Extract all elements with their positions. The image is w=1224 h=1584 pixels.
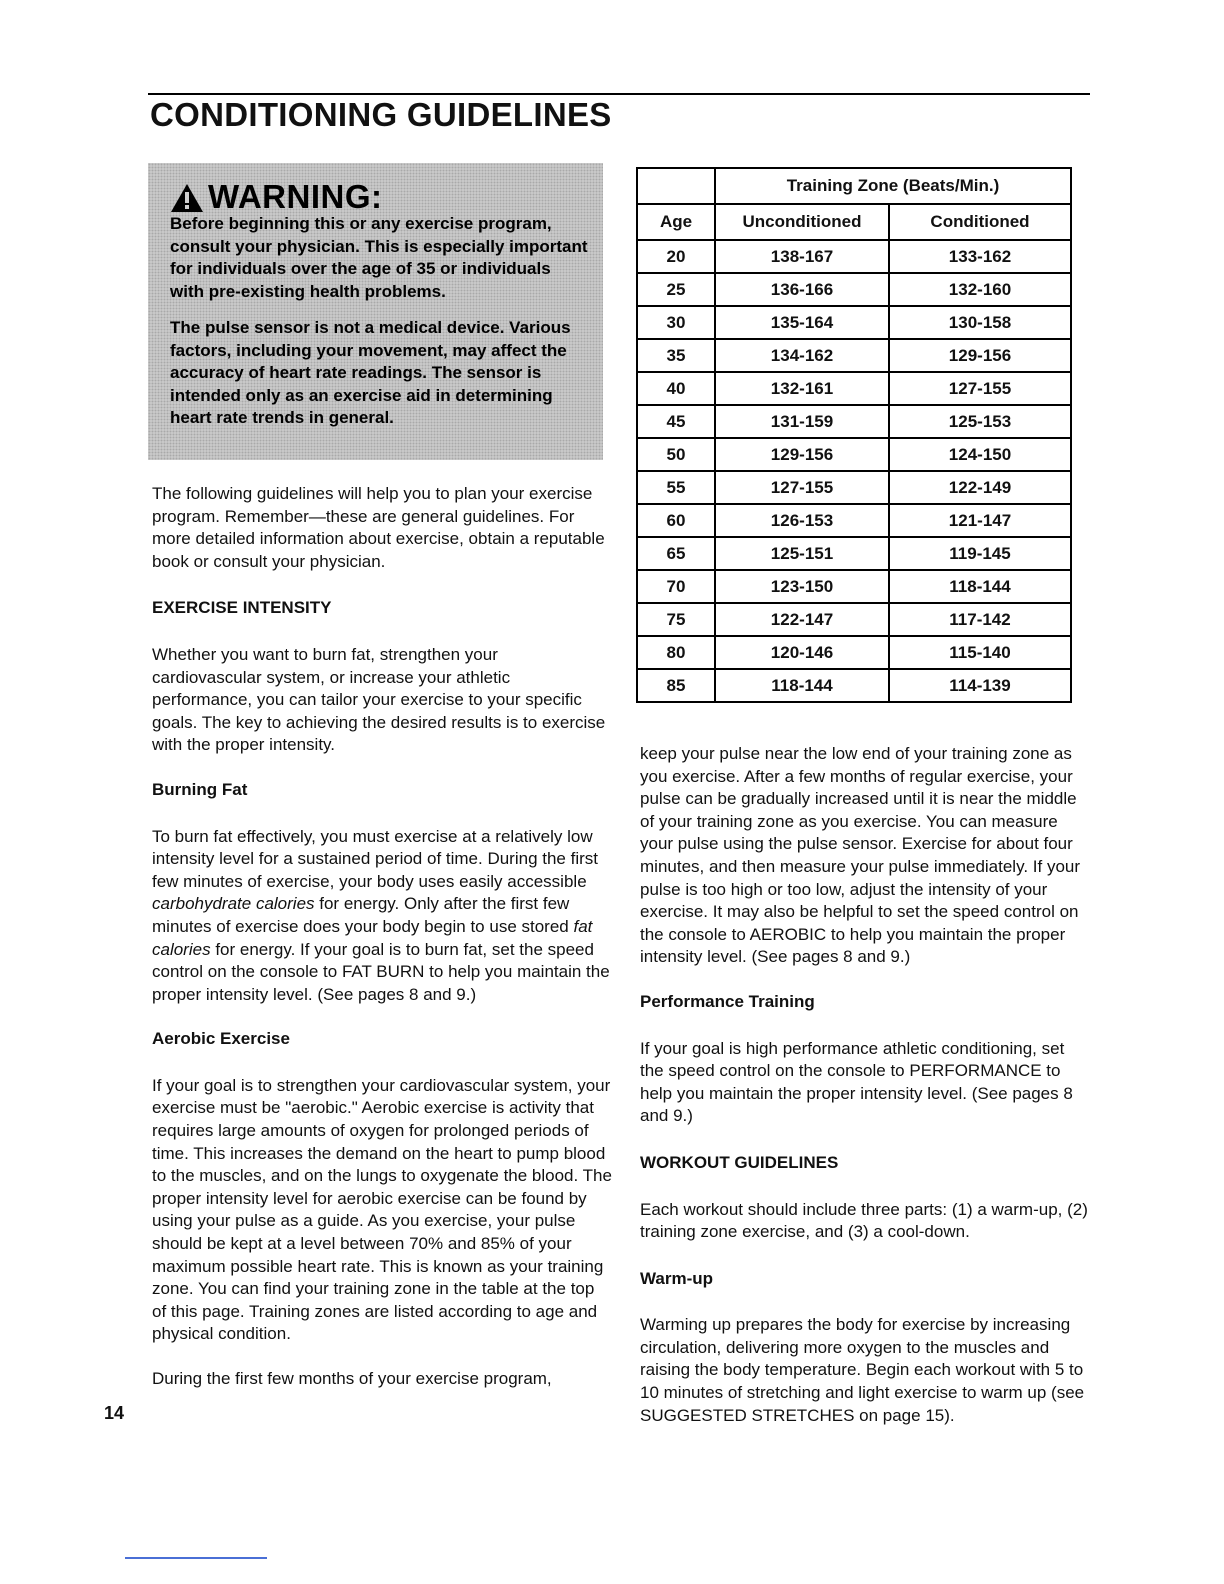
table-row: [637, 570, 1071, 603]
age-cell: 30: [637, 306, 715, 339]
table-group-header-row: [637, 168, 1071, 204]
page-title: CONDITIONING GUIDELINES: [150, 96, 612, 133]
conditioned-cell: 127-155: [889, 372, 1071, 405]
conditioned-cell: 117-142: [889, 603, 1071, 636]
age-cell: 35: [637, 339, 715, 372]
heading-aerobic-exercise: Aerobic Exercise: [152, 1029, 290, 1049]
age-cell: 45: [637, 405, 715, 438]
warning-text-1: Before beginning this or any exercise program, consult your physician. This is especially important for individuals over the age of 35 or individuals with pre-existing health problems.: [170, 214, 588, 301]
unconditioned-cell: 132-161: [715, 372, 889, 405]
table-header-unconditioned: Unconditioned: [715, 204, 889, 240]
table-header-age: Age: [637, 204, 715, 240]
conditioned-cell: 119-145: [889, 537, 1071, 570]
conditioned-cell: 121-147: [889, 504, 1071, 537]
unconditioned-cell: 136-166: [715, 273, 889, 306]
conditioned-cell: 130-158: [889, 306, 1071, 339]
unconditioned-cell: 127-155: [715, 471, 889, 504]
age-cell: 25: [637, 273, 715, 306]
age-cell: 55: [637, 471, 715, 504]
table-row: [637, 471, 1071, 504]
aerobic-continuation: During the first few months of your exercise program,: [152, 1369, 552, 1388]
page-number: 14: [104, 1403, 125, 1423]
age-cell: 75: [637, 603, 715, 636]
workout-paragraph: Each workout should include three parts: (1) a warm-up, (2) training zone exercise, and (3) a cool-down.: [640, 1199, 1088, 1242]
conditioned-cell: 133-162: [889, 240, 1071, 273]
title-rule: [148, 93, 1090, 95]
heading-warm-up: Warm-up: [640, 1268, 714, 1288]
conditioned-cell: 132-160: [889, 273, 1071, 306]
unconditioned-cell: 131-159: [715, 405, 889, 438]
age-cell: 40: [637, 372, 715, 405]
conditioned-cell: 125-153: [889, 405, 1071, 438]
conditioned-cell: 122-149: [889, 471, 1071, 504]
conditioned-cell: 115-140: [889, 636, 1071, 669]
intensity-paragraph: Whether you want to burn fat, strengthen your cardiovascular system, or increase your athletic performance, you can tailor your exercise to your specific goals. The key to achieving the desired results is to exercise with the proper intensity.: [152, 644, 606, 755]
unconditioned-cell: 138-167: [715, 240, 889, 273]
conditioned-cell: 118-144: [889, 570, 1071, 603]
table-row: [637, 306, 1071, 339]
table-row: [637, 372, 1071, 405]
unconditioned-cell: 122-147: [715, 603, 889, 636]
fat-calories-term: fat calories: [152, 916, 593, 959]
training-zone-table: [636, 167, 1072, 703]
conditioned-cell: 114-139: [889, 669, 1071, 702]
intro-paragraph: The following guidelines will help you to plan your exercise program. Remember—these are general guidelines. For more detailed information about exercise, obtain a reputable book or consult your physician.: [152, 484, 605, 571]
conditioned-cell: 129-156: [889, 339, 1071, 372]
performance-paragraph: If your goal is high performance athletic conditioning, set the speed control on the console to PERFORMANCE to help you maintain the proper intensity level. (See pages 8 and 9.): [640, 1038, 1073, 1126]
heading-workout-guidelines: WORKOUT GUIDELINES: [640, 1152, 839, 1172]
unconditioned-cell: 129-156: [715, 438, 889, 471]
table-body: [637, 240, 1071, 702]
table-header-conditioned: Conditioned: [889, 204, 1071, 240]
table-row: [637, 636, 1071, 669]
age-cell: 80: [637, 636, 715, 669]
unconditioned-cell: 125-151: [715, 537, 889, 570]
warning-text-2: The pulse sensor is not a medical device. Various factors, including your movement, may affect the accuracy of heart rate readings. The sensor is intended only as an exercise aid in determining heart rate trends in general.: [170, 318, 571, 427]
aerobic-paragraph: If your goal is to strengthen your cardiovascular system, your exercise must be "aerobic." Aerobic exercise is activity that requires large amounts of oxygen for prolonged periods of time. This increases the demand on the heart to pump blood to the muscles, and on the lungs to oxygenate the blood. The proper intensity level for aerobic exercise can be found by using your pulse as a guide. As you exercise, your pulse should be kept at a level between 70% and 85% of your maximum possible heart rate. This is known as your training zone. You can find your training zone in the table at the top of this page. Training zones are listed according to age and physical condition.: [152, 1075, 612, 1344]
table-header-empty: [637, 168, 715, 204]
heading-exercise-intensity: EXERCISE INTENSITY: [152, 598, 332, 618]
table-group-header: Training Zone (Beats/Min.): [715, 168, 1071, 204]
heading-burning-fat: Burning Fat: [152, 779, 248, 799]
table-row: [637, 240, 1071, 273]
burning-fat-paragraph: To burn fat effectively, you must exercise at a relatively low intensity level for a sustained period of time. During the first few minutes of exercise, your body uses easily accessible carbohydrate calories for energy. Only after the first few minutes of exercise does your body begin to use stored fat calories for energy. If your goal is to burn fat, set the speed control on the console to FAT BURN to help you maintain the proper intensity level. (See pages 8 and 9.): [152, 826, 610, 1004]
unconditioned-cell: 123-150: [715, 570, 889, 603]
carbohydrate-calories-term: carbohydrate calories: [152, 894, 315, 914]
warning-head: [170, 179, 589, 215]
unconditioned-cell: 134-162: [715, 339, 889, 372]
age-cell: 65: [637, 537, 715, 570]
unconditioned-cell: 135-164: [715, 306, 889, 339]
conditioned-cell: 124-150: [889, 438, 1071, 471]
bottom-accent-line: [125, 1557, 267, 1559]
left-column: [152, 483, 612, 1391]
table-header-row: [637, 204, 1071, 240]
warning-box: [148, 163, 603, 460]
unconditioned-cell: 120-146: [715, 636, 889, 669]
table-row: [637, 603, 1071, 636]
warm-up-paragraph: Warming up prepares the body for exercise by increasing circulation, delivering more oxygen to the muscles and raising the body temperature. Begin each workout with 5 to 10 minutes of stretching and light exercise to warm up (see SUGGESTED STRETCHES on page 15).: [640, 1315, 1085, 1425]
age-cell: 50: [637, 438, 715, 471]
warning-triangle-icon: [170, 183, 204, 213]
age-cell: 70: [637, 570, 715, 603]
table-row: [637, 339, 1071, 372]
table-row: [637, 537, 1071, 570]
heading-performance-training: Performance Training: [640, 991, 815, 1011]
table-row: [637, 504, 1071, 537]
table-row: [637, 438, 1071, 471]
warning-label: WARNING:: [208, 178, 383, 215]
table-row: [637, 273, 1071, 306]
aerobic-continued-paragraph: keep your pulse near the low end of your training zone as you exercise. After a few months of regular exercise, your pulse can be gradually increased until it is near the middle of your training zone as you exercise. You can measure your pulse using the pulse sensor. Exercise for about four minutes, and then measure your pulse immediately. If your pulse is too high or too low, adjust the intensity of your exercise. It may also be helpful to set the speed control on the console to AEROBIC to help you maintain the proper intensity level. (See pages 8 and 9.): [640, 744, 1081, 967]
age-cell: 20: [637, 240, 715, 273]
age-cell: 60: [637, 504, 715, 537]
unconditioned-cell: 118-144: [715, 669, 889, 702]
table-row: [637, 405, 1071, 438]
right-column: [640, 743, 1090, 1427]
age-cell: 85: [637, 669, 715, 702]
unconditioned-cell: 126-153: [715, 504, 889, 537]
table-row: [637, 669, 1071, 702]
